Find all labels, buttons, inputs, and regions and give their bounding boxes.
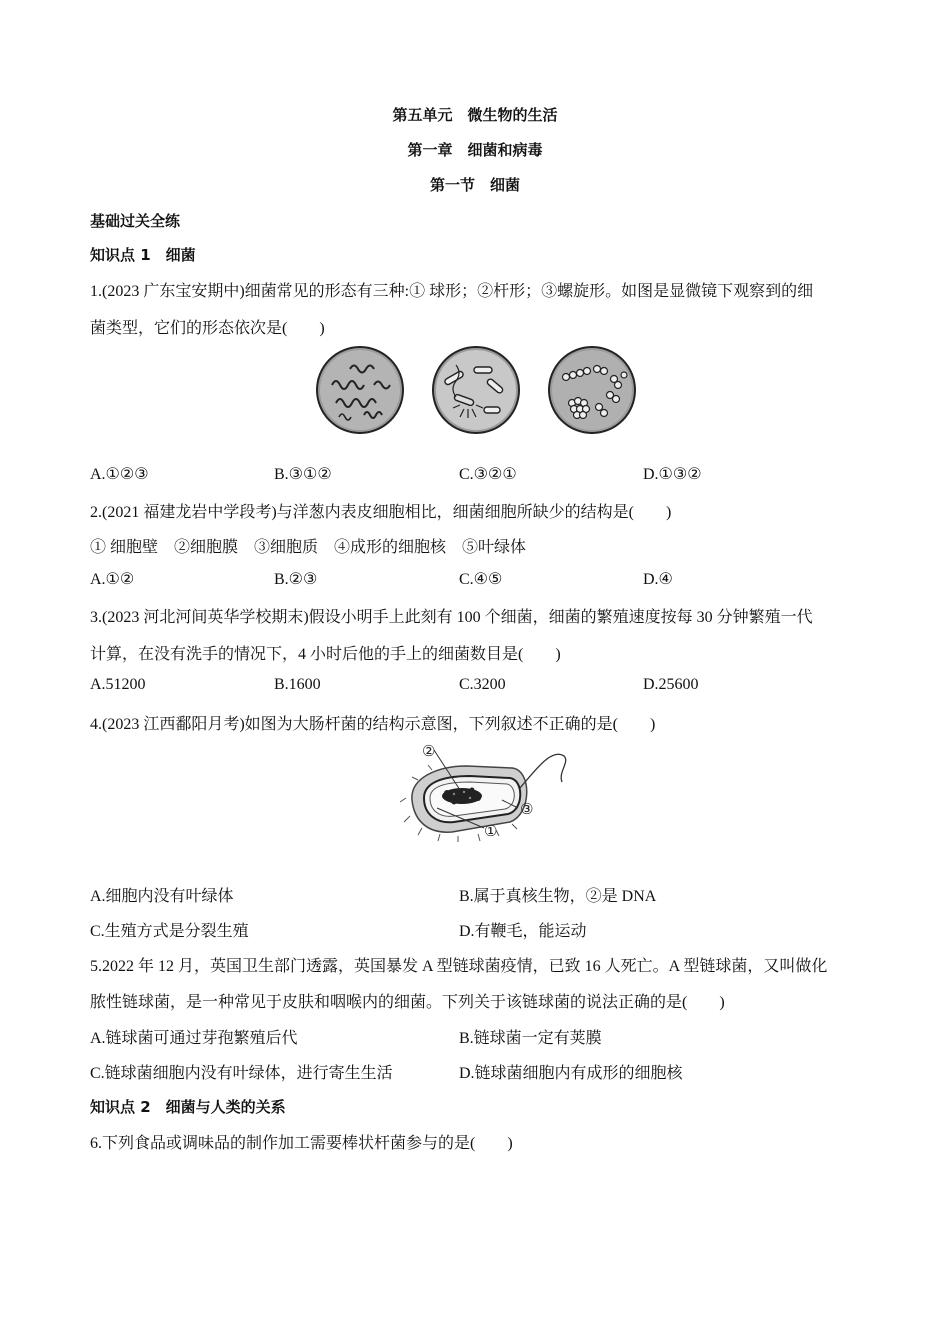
ecoli-label-2: ② [422, 742, 436, 760]
basic-heading: 基础过关全练 [90, 212, 181, 230]
q2-line-2: ① 细胞壁 ②细胞膜 ③细胞质 ④成形的细胞核 ⑤叶绿体 [90, 539, 527, 556]
q2-option-d[interactable]: D.④ [643, 571, 673, 588]
q3-option-c[interactable]: C.3200 [459, 676, 506, 693]
q5-option-a[interactable]: A.链球菌可通过芽孢繁殖后代 [90, 1030, 298, 1047]
q3-option-d[interactable]: D.25600 [643, 676, 699, 693]
knowledge-point-1: 知识点 1 细菌 [90, 246, 196, 264]
q5-line-1: 5.2022 年 12 月，英国卫生部门透露，英国暴发 A 型链球菌疫情，已致 16 人死亡。A 型链球菌，又叫做化 [90, 958, 828, 975]
q4-option-a[interactable]: A.细胞内没有叶绿体 [90, 888, 234, 905]
q3-option-b[interactable]: B.1600 [274, 676, 321, 693]
ecoli-structure-figure [392, 738, 567, 842]
q4-option-b[interactable]: B.属于真核生物，②是 DNA [459, 888, 657, 905]
q1-line-1: 1.(2023 广东宝安期中)细菌常见的形态有三种:① 球形；②杆形；③螺旋形。如图是显微镜下观察到的细 [90, 283, 814, 300]
ecoli-label-1: ① [484, 822, 498, 840]
knowledge-point-2: 知识点 2 细菌与人类的关系 [90, 1098, 286, 1116]
microscope-view-spiral [317, 347, 403, 433]
ecoli-label-3: ③ [520, 800, 534, 818]
q1-option-d[interactable]: D.①③② [643, 466, 702, 483]
q1-option-a[interactable]: A.①②③ [90, 466, 149, 483]
q1-option-c[interactable]: C.③②① [459, 466, 517, 483]
q4-option-d[interactable]: D.有鞭毛，能运动 [459, 923, 587, 940]
microscope-view-cocci [549, 347, 635, 433]
q1-line-2: 菌类型，它们的形态依次是( ) [90, 320, 325, 337]
section-title: 第一节 细菌 [429, 176, 520, 194]
q2-option-b[interactable]: B.②③ [274, 571, 318, 588]
microscope-view-rod [433, 347, 519, 433]
q5-option-b[interactable]: B.链球菌一定有荚膜 [459, 1030, 602, 1047]
unit-title: 第五单元 微生物的生活 [392, 106, 558, 124]
q3-option-a[interactable]: A.51200 [90, 676, 146, 693]
q2-line-1: 2.(2021 福建龙岩中学段考)与洋葱内表皮细胞相比，细菌细胞所缺少的结构是( ) [90, 504, 672, 521]
q2-option-c[interactable]: C.④⑤ [459, 571, 503, 588]
q5-option-c[interactable]: C.链球菌细胞内没有叶绿体，进行寄生生活 [90, 1065, 393, 1082]
q5-option-d[interactable]: D.链球菌细胞内有成形的细胞核 [459, 1065, 683, 1082]
bacteria-shapes-figure [314, 345, 639, 437]
q3-line-1: 3.(2023 河北河间英华学校期末)假设小明手上此刻有 100 个细菌，细菌的繁殖速度按每 30 分钟繁殖一代 [90, 609, 813, 626]
q3-line-2: 计算，在没有洗手的情况下，4 小时后他的手上的细菌数目是( ) [90, 646, 561, 663]
q5-line-2: 脓性链球菌，是一种常见于皮肤和咽喉内的细菌。下列关于该链球菌的说法正确的是( ) [90, 994, 725, 1011]
q4-line-1: 4.(2023 江西鄱阳月考)如图为大肠杆菌的结构示意图，下列叙述不正确的是( ) [90, 716, 656, 733]
q6-line-1: 6.下列食品或调味品的制作加工需要棒状杆菌参与的是( ) [90, 1135, 513, 1152]
chapter-title: 第一章 细菌和病毒 [407, 141, 543, 159]
q1-option-b[interactable]: B.③①② [274, 466, 332, 483]
q4-option-c[interactable]: C.生殖方式是分裂生殖 [90, 923, 249, 940]
q2-option-a[interactable]: A.①② [90, 571, 135, 588]
